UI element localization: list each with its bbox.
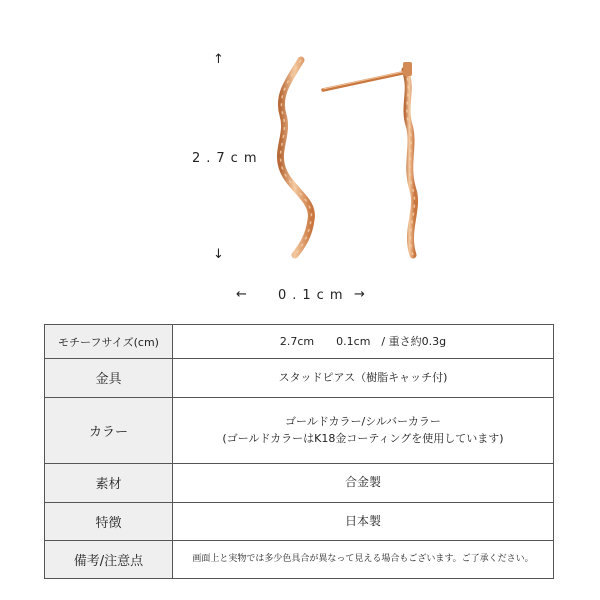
- row-value: スタッドピアス（樹脂キャッチ付): [173, 359, 554, 397]
- width-arrow-right: →: [354, 287, 365, 302]
- row-value: 2.7cm 0.1cm / 重さ約0.3g: [173, 325, 554, 359]
- row-label: モチーフサイズ(cm): [45, 325, 173, 359]
- row-value: 合金製: [173, 464, 554, 502]
- width-arrow-left: ←: [236, 287, 247, 302]
- row-value: 画面上と実物では多少色具合が異なって見える場合もございます。ご了承ください。: [173, 540, 554, 578]
- height-label: 2.7cm: [192, 151, 263, 166]
- width-label: 0.1cm: [278, 288, 349, 303]
- row-label: カラー: [45, 397, 173, 464]
- table-row: [45, 540, 554, 578]
- spec-table: [44, 324, 554, 579]
- table-row: [45, 359, 554, 397]
- earring-photo: [255, 50, 435, 275]
- row-value: [173, 397, 554, 464]
- table-row: [45, 397, 554, 464]
- table-row: [45, 464, 554, 502]
- row-label: 素材: [45, 464, 173, 502]
- row-value-line-2: (ゴールドカラーはK18金コーティングを使用しています): [222, 432, 504, 446]
- row-label: 備考/注意点: [45, 540, 173, 578]
- table-row: [45, 325, 554, 359]
- row-label: 特徴: [45, 502, 173, 540]
- row-value: 日本製: [173, 502, 554, 540]
- height-arrow-up: ↑: [213, 52, 230, 67]
- row-value-line-1: ゴールドカラー/シルバーカラー: [285, 415, 441, 429]
- height-arrow-down: ↓: [213, 247, 230, 262]
- table-row: [45, 502, 554, 540]
- row-label: 金具: [45, 359, 173, 397]
